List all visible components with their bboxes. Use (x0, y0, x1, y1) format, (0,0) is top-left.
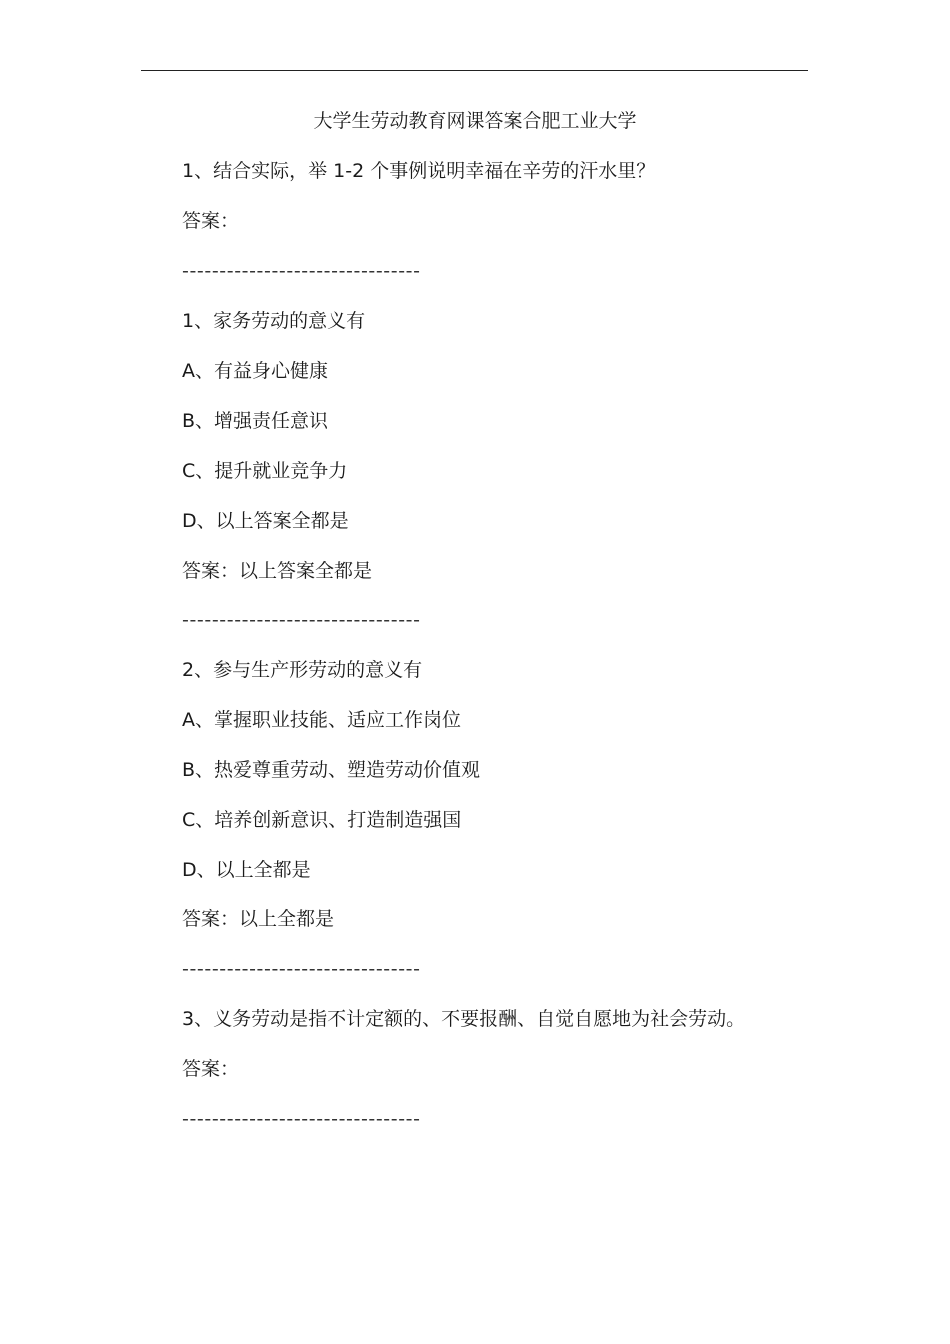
question-2-option-d: D、以上全都是 (182, 859, 311, 881)
question-2-stem: 2、参与生产形劳动的意义有 (182, 659, 423, 681)
question-1-option-a: A、有益身心健康 (182, 360, 328, 382)
question-2-option-a: A、掌握职业技能、适应工作岗位 (182, 709, 461, 731)
document-title: 大学生劳动教育网课答案合肥工业大学 (313, 110, 637, 132)
separator: -------------------------------- (182, 1108, 421, 1130)
separator: -------------------------------- (182, 260, 421, 282)
question-1-option-b: B、增强责任意识 (182, 410, 329, 432)
question-3-stem: 3、义务劳动是指不计定额的、不要报酬、自觉自愿地为社会劳动。 (182, 1008, 746, 1030)
header-rule (141, 70, 808, 71)
question-1-option-c: C、提升就业竞争力 (182, 460, 348, 482)
intro-question: 1、结合实际，举 1-2 个事例说明幸福在辛劳的汗水里？ (182, 160, 656, 182)
question-2-answer: 答案：以上全都是 (182, 908, 335, 930)
question-2-option-c: C、培养创新意识、打造制造强国 (182, 809, 462, 831)
question-1-stem: 1、家务劳动的意义有 (182, 310, 366, 332)
separator: -------------------------------- (182, 609, 421, 631)
question-2-option-b: B、热爱尊重劳动、塑造劳动价值观 (182, 759, 481, 781)
intro-answer: 答案： (182, 210, 240, 232)
question-1-option-d: D、以上答案全都是 (182, 510, 349, 532)
separator: -------------------------------- (182, 958, 421, 980)
question-1-answer: 答案：以上答案全都是 (182, 560, 373, 582)
question-3-answer: 答案： (182, 1058, 240, 1080)
